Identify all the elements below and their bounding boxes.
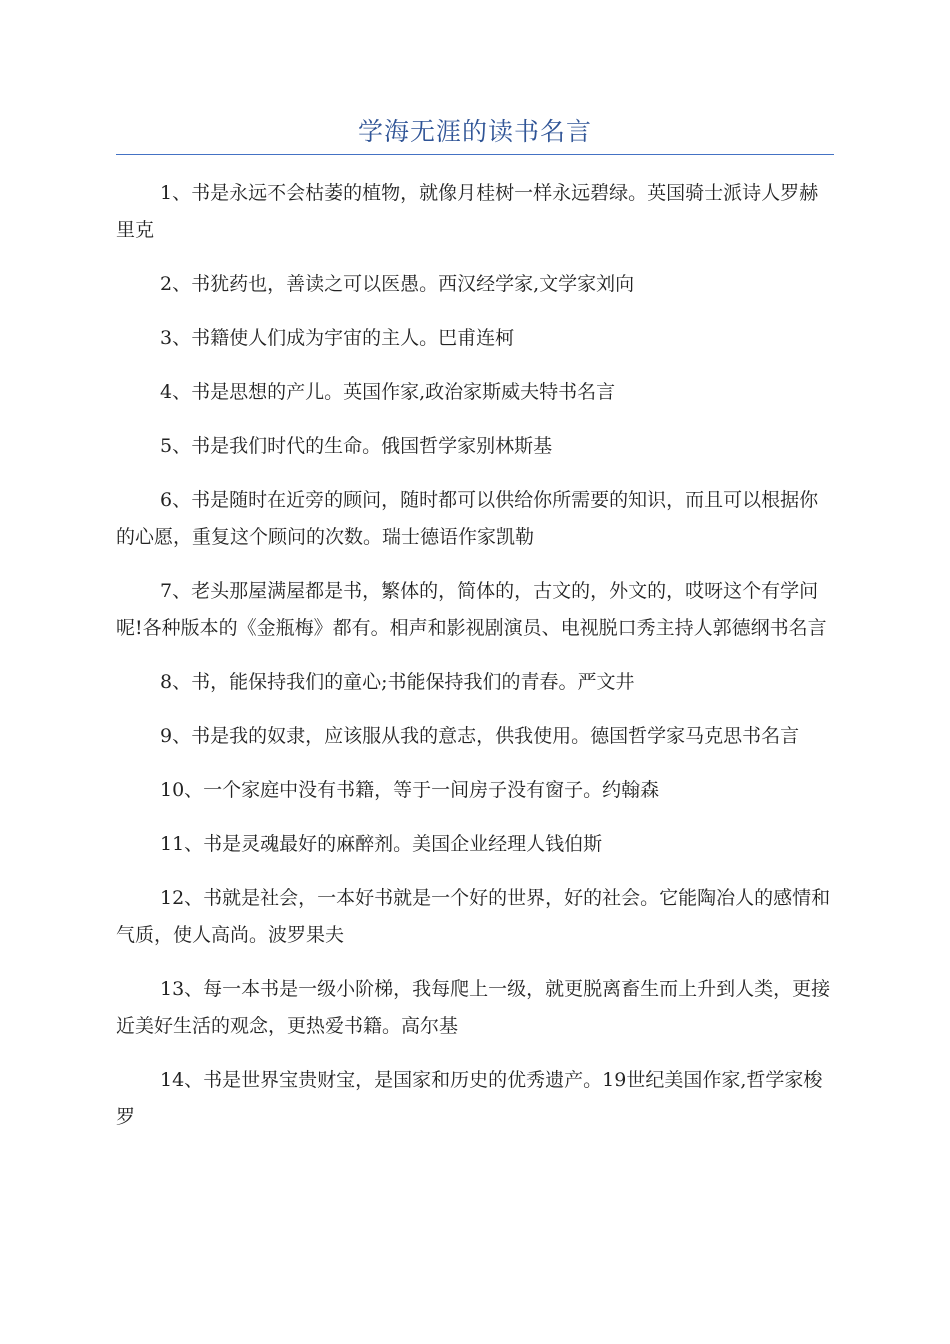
quote-item: 11、书是灵魂最好的麻醉剂。美国企业经理人钱伯斯 (160, 833, 603, 855)
quote-item: 12、书就是社会，一本好书就是一个好的世界，好的社会。它能陶冶人的感情和气质，使人高尚。波罗果夫 (116, 887, 831, 946)
quote-item: 14、书是世界宝贵财宝，是国家和历史的优秀遗产。19世纪美国作家,哲学家梭罗 (116, 1069, 823, 1128)
quote-item: 7、老头那屋满屋都是书，繁体的，简体的，古文的，外文的，哎呀这个有学问呢!各种版本的《金瓶梅》都有。相声和影视剧演员、电视脱口秀主持人郭德纲书名言 (116, 580, 827, 639)
quote-item: 9、书是我的奴隶，应该服从我的意志，供我使用。德国哲学家马克思书名言 (160, 725, 800, 747)
quote-item: 2、书犹药也，善读之可以医愚。西汉经学家,文学家刘向 (160, 273, 635, 295)
quote-item: 4、书是思想的产儿。英国作家,政治家斯威夫特书名言 (160, 381, 616, 403)
quote-item: 10、一个家庭中没有书籍，等于一间房子没有窗子。约翰森 (160, 779, 660, 801)
quote-item: 6、书是随时在近旁的顾问，随时都可以供给你所需要的知识，而且可以根据你的心愿，重复这个顾问的次数。瑞士德语作家凯勒 (116, 489, 819, 548)
title-underline (116, 154, 834, 155)
quote-list (116, 175, 834, 1153)
quote-item: 13、每一本书是一级小阶梯，我每爬上一级，就更脱离畜生而上升到人类，更接近美好生活的观念，更热爱书籍。高尔基 (116, 978, 831, 1037)
quote-item: 5、书是我们时代的生命。俄国哲学家别林斯基 (160, 435, 553, 457)
quote-item: 1、书是永远不会枯萎的植物，就像月桂树一样永远碧绿。英国骑士派诗人罗赫里克 (116, 182, 819, 241)
page-title: 学海无涯的读书名言 (357, 117, 592, 146)
quote-item: 8、书，能保持我们的童心;书能保持我们的青春。严文井 (160, 671, 635, 693)
quote-item: 3、书籍使人们成为宇宙的主人。巴甫连柯 (160, 327, 515, 349)
